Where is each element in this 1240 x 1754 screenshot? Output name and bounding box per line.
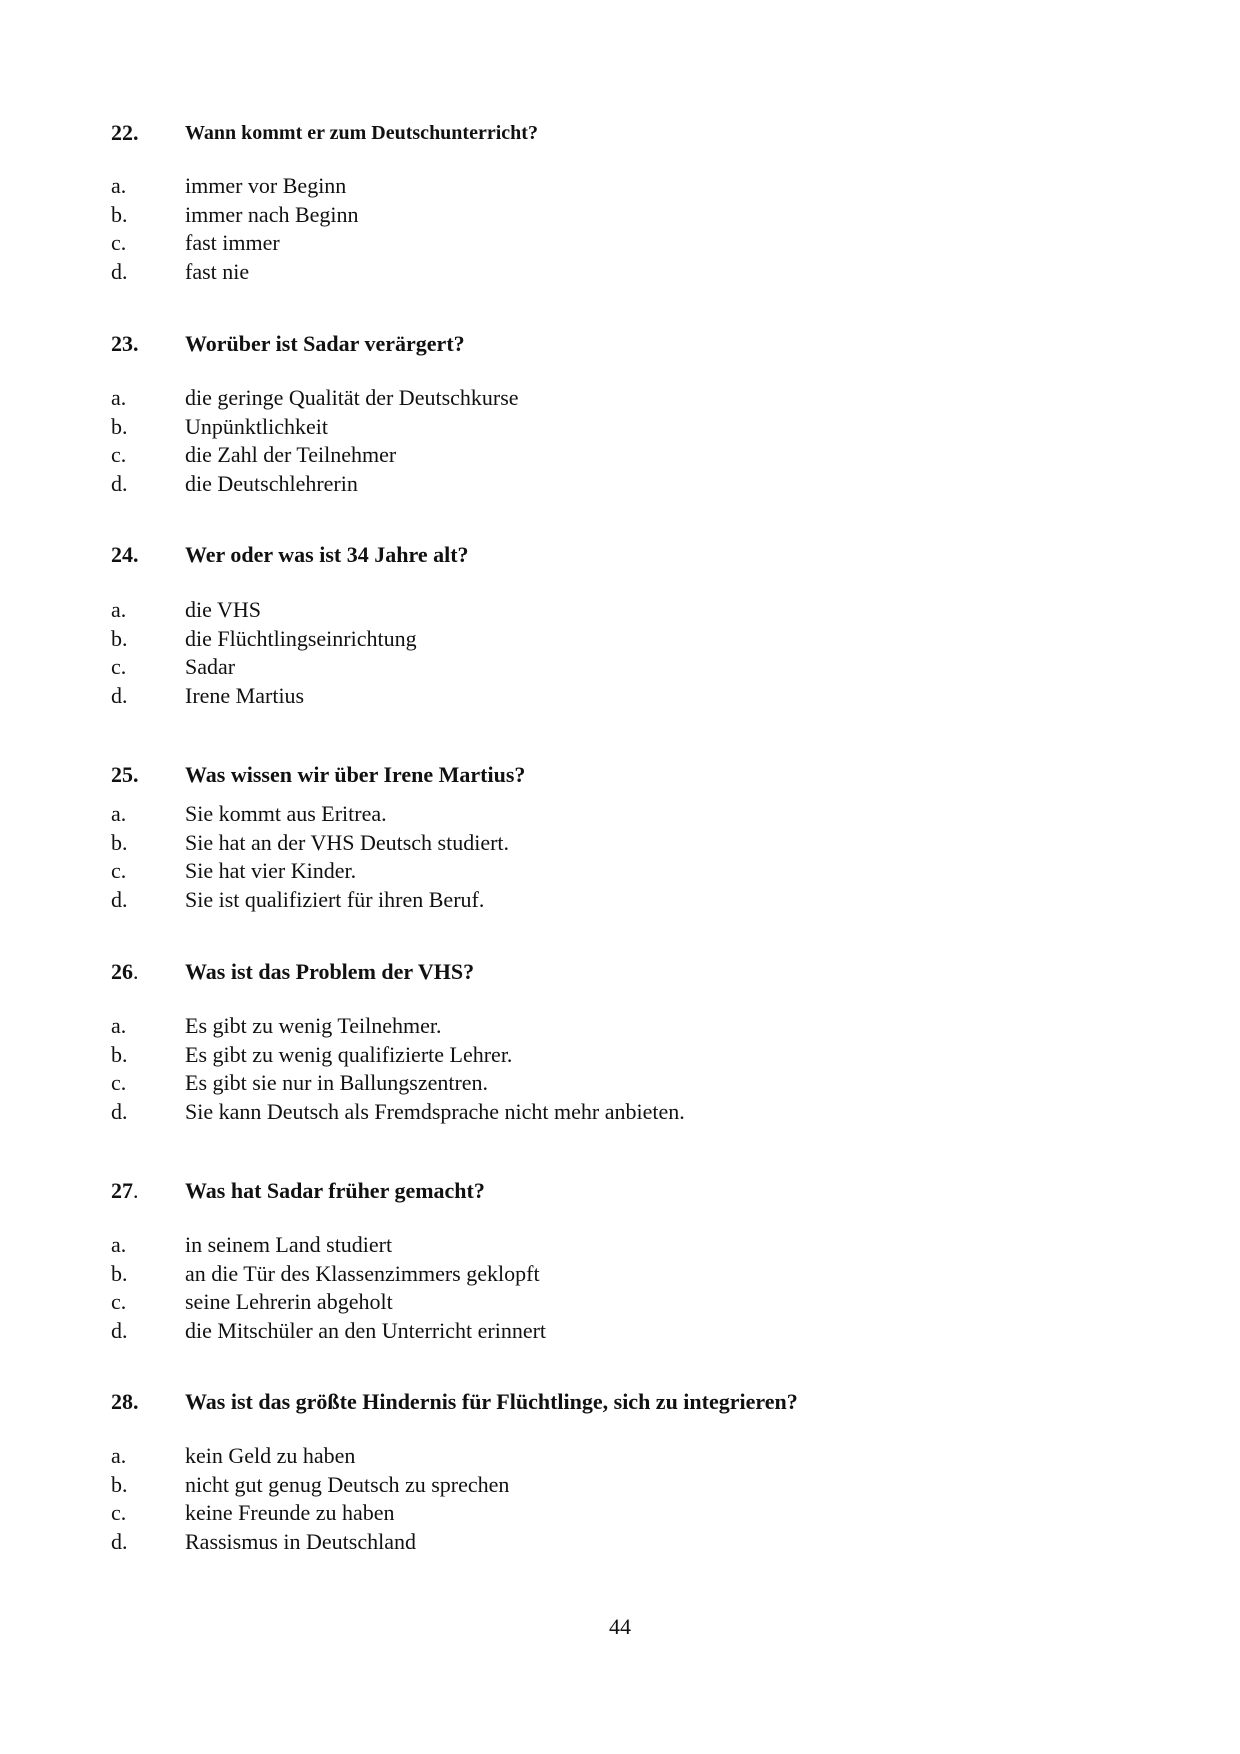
answer-text: die Flüchtlingseinrichtung	[185, 625, 417, 651]
answer-option	[0, 857, 1240, 886]
answer-letter: c.	[111, 442, 127, 468]
answer-option	[0, 1012, 1240, 1041]
question-heading	[0, 1176, 1240, 1206]
answer-letter: c.	[111, 1070, 127, 1096]
question-23	[0, 329, 1240, 359]
answer-text: Es gibt sie nur in Ballungszentren.	[185, 1070, 489, 1096]
question-heading	[0, 329, 1240, 359]
answer-letter: a.	[111, 1013, 127, 1038]
answer-text: Es gibt zu wenig qualifizierte Lehrer.	[185, 1041, 513, 1067]
question-text: Wer oder was ist 34 Jahre alt?	[185, 542, 469, 567]
answer-option	[0, 229, 1240, 258]
answer-option	[0, 1528, 1240, 1557]
answer-letter: d.	[111, 259, 128, 285]
answer-text: seine Lehrerin abgeholt	[185, 1289, 393, 1315]
question-text: Was wissen wir über Irene Martius?	[185, 762, 526, 787]
answer-letter: c.	[111, 230, 127, 256]
answer-text: kein Geld zu haben	[185, 1443, 356, 1468]
answer-option	[0, 1231, 1240, 1260]
question-25	[0, 760, 1240, 790]
question-number: 23.	[111, 331, 139, 356]
answer-text: Unpünktlichkeit	[185, 413, 328, 439]
answer-text: Rassismus in Deutschland	[185, 1529, 416, 1555]
answer-option	[0, 1499, 1240, 1528]
answer-option	[0, 384, 1240, 413]
answer-option	[0, 172, 1240, 201]
answer-text: nicht gut genug Deutsch zu sprechen	[185, 1471, 510, 1497]
answer-text: Sie hat an der VHS Deutsch studiert.	[185, 829, 510, 855]
answer-letter: a.	[111, 1232, 127, 1257]
answer-option	[0, 800, 1240, 829]
answer-text: immer vor Beginn	[185, 173, 347, 198]
answer-option	[0, 413, 1240, 442]
question-28	[0, 1387, 1240, 1417]
question-24	[0, 540, 1240, 570]
answer-letter: c.	[111, 858, 127, 884]
answer-text: Sie kommt aus Eritrea.	[185, 801, 387, 826]
answer-list-25	[0, 800, 1240, 915]
answer-option	[0, 682, 1240, 711]
question-number: 26.	[111, 959, 139, 984]
question-heading	[0, 540, 1240, 570]
answer-text: die Deutschlehrerin	[185, 471, 358, 497]
answer-letter: b.	[111, 1471, 128, 1497]
question-27	[0, 1176, 1240, 1206]
answer-option	[0, 653, 1240, 682]
question-number: 24.	[111, 542, 139, 567]
answer-list-23	[0, 384, 1240, 499]
answer-option	[0, 1041, 1240, 1070]
answer-option	[0, 1098, 1240, 1127]
answer-text: Sie ist qualifiziert für ihren Beruf.	[185, 887, 485, 913]
answer-letter: b.	[111, 829, 128, 855]
question-heading	[0, 957, 1240, 987]
answer-letter: d.	[111, 1318, 128, 1344]
answer-letter: c.	[111, 1500, 127, 1526]
answer-option	[0, 1471, 1240, 1500]
question-number: 22.	[111, 120, 139, 145]
answer-letter: c.	[111, 1289, 127, 1315]
question-text: Was hat Sadar früher gemacht?	[185, 1178, 485, 1203]
answer-option	[0, 441, 1240, 470]
answer-letter: a.	[111, 597, 127, 622]
answer-option	[0, 596, 1240, 625]
answer-text: die VHS	[185, 597, 261, 622]
answer-letter: b.	[111, 413, 128, 439]
answer-option	[0, 886, 1240, 915]
answer-text: an die Tür des Klassenzimmers geklopft	[185, 1260, 540, 1286]
answer-letter: a.	[111, 173, 127, 198]
answer-list-28	[0, 1442, 1240, 1557]
answer-letter: d.	[111, 887, 128, 913]
answer-letter: d.	[111, 683, 128, 709]
answer-option	[0, 1442, 1240, 1471]
answer-option	[0, 258, 1240, 287]
answer-option	[0, 470, 1240, 499]
answer-text: fast immer	[185, 230, 280, 256]
answer-text: Es gibt zu wenig Teilnehmer.	[185, 1013, 442, 1038]
page-number: 44	[609, 1614, 631, 1639]
question-number: 25.	[111, 762, 139, 787]
answer-letter: d.	[111, 1099, 128, 1125]
answer-option	[0, 625, 1240, 654]
answer-list-26	[0, 1012, 1240, 1127]
answer-list-24	[0, 596, 1240, 711]
answer-text: in seinem Land studiert	[185, 1232, 393, 1257]
question-text: Was ist das Problem der VHS?	[185, 959, 475, 984]
answer-option	[0, 1288, 1240, 1317]
answer-option	[0, 1260, 1240, 1289]
answer-letter: b.	[111, 1041, 128, 1067]
question-number: 27.	[111, 1178, 139, 1203]
answer-letter: d.	[111, 471, 128, 497]
answer-text: die geringe Qualität der Deutschkurse	[185, 385, 519, 410]
answer-text: Sadar	[185, 654, 236, 680]
answer-letter: b.	[111, 201, 128, 227]
answer-text: Sie kann Deutsch als Fremdsprache nicht mehr anbieten.	[185, 1099, 685, 1125]
answer-text: die Zahl der Teilnehmer	[185, 442, 397, 468]
answer-list-27	[0, 1231, 1240, 1346]
answer-letter: b.	[111, 1260, 128, 1286]
question-heading	[0, 118, 1240, 148]
answer-option	[0, 201, 1240, 230]
answer-letter: b.	[111, 625, 128, 651]
question-22	[0, 118, 1240, 148]
question-heading	[0, 1387, 1240, 1417]
answer-letter: c.	[111, 654, 127, 680]
answer-text: keine Freunde zu haben	[185, 1500, 395, 1526]
question-text: Wann kommt er zum Deutschunterricht?	[185, 122, 538, 144]
answer-text: Irene Martius	[185, 683, 305, 709]
answer-letter: d.	[111, 1529, 128, 1555]
answer-text: Sie hat vier Kinder.	[185, 858, 357, 884]
question-heading	[0, 760, 1240, 790]
question-text: Worüber ist Sadar verärgert?	[185, 331, 465, 356]
answer-text: immer nach Beginn	[185, 201, 359, 227]
question-26	[0, 957, 1240, 987]
question-number: 28.	[111, 1389, 139, 1414]
answer-list-22	[0, 172, 1240, 287]
question-text: Was ist das größte Hindernis für Flüchtlinge, sich zu integrieren?	[185, 1389, 798, 1414]
answer-option	[0, 1069, 1240, 1098]
answer-option	[0, 1317, 1240, 1346]
answer-option	[0, 829, 1240, 858]
answer-text: die Mitschüler an den Unterricht erinnert	[185, 1318, 547, 1344]
answer-letter: a.	[111, 385, 127, 410]
answer-text: fast nie	[185, 259, 250, 285]
answer-letter: a.	[111, 1443, 127, 1468]
answer-letter: a.	[111, 801, 127, 826]
